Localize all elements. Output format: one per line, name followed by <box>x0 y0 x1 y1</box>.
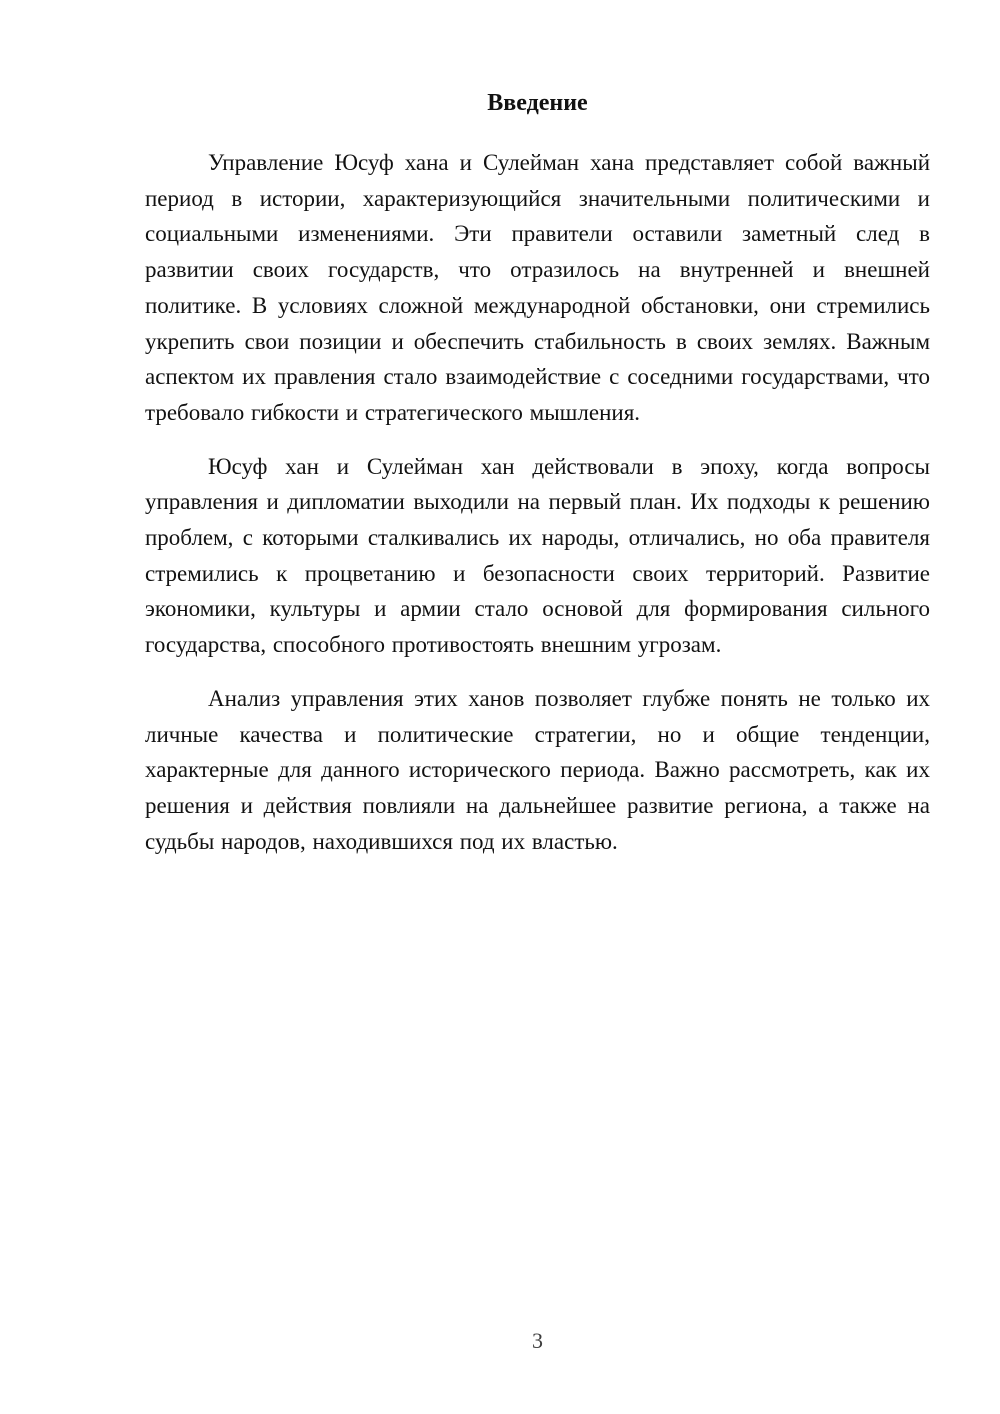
paragraph-3: Анализ управления этих ханов позволяет глубже понять не только их личные качества и политические стратегии, но и общие тенденции, характерные для данного исторического периода. Важно рассмотреть, как их решения и действия повлияли на дальнейшее развитие региона, а также на судьбы народов, находившихся под их властью. <box>145 685 930 854</box>
section-title: Введение <box>487 90 588 116</box>
page-number: 3 <box>532 1328 543 1353</box>
paragraph-2: Юсуф хан и Сулейман хан действовали в эпоху, когда вопросы управления и дипломатии выходили на первый план. Их подходы к решению проблем, с которыми сталкивались их народы, отличались, но оба правителя стремились к процветанию и безопасности своих территорий. Развитие экономики, культуры и армии стало основой для формирования сильного государства, способного противостоять внешним угрозам. <box>145 453 930 658</box>
paragraph-1: Управление Юсуф хана и Сулейман хана представляет собой важный период в истории, характеризующийся значительными политическими и социальными изменениями. Эти правители оставили заметный след в развитии своих государств, что отразилось на внутренней и внешней политике. В условиях сложной международной обстановки, они стремились укрепить свои позиции и обеспечить стабильность в своих землях. Важным аспектом их правления стало взаимодействие с соседними государствами, что требовало гибкости и стратегического мышления. <box>145 150 930 425</box>
